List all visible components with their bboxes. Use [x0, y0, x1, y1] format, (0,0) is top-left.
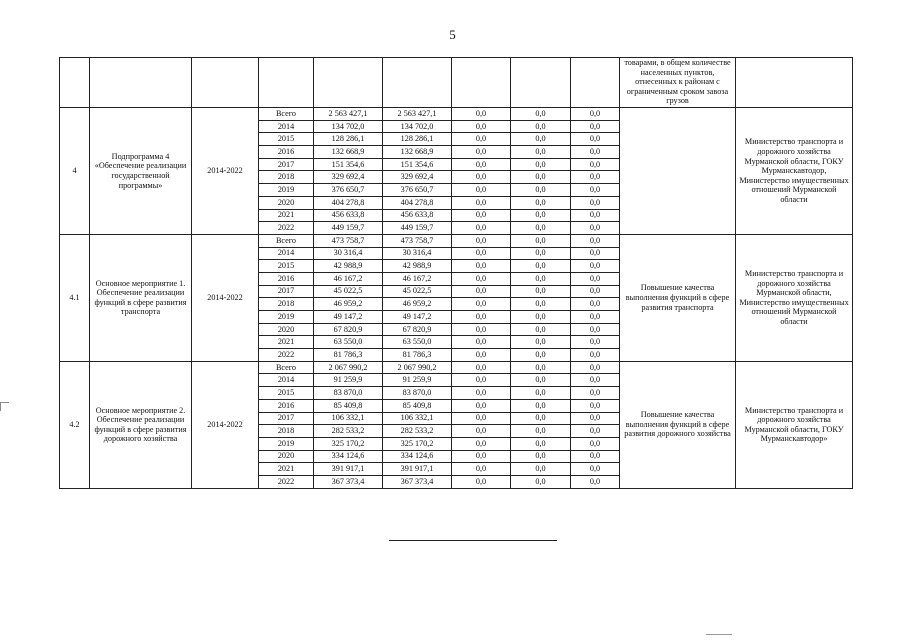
value-cell: 0,0 — [511, 437, 571, 450]
value-cell: 81 786,3 — [314, 349, 383, 362]
value-cell: 0,0 — [511, 171, 571, 184]
value-cell: 473 758,7 — [314, 234, 383, 247]
value-cell: 0,0 — [511, 260, 571, 273]
value-cell: 0,0 — [511, 336, 571, 349]
value-cell: 46 167,2 — [383, 272, 452, 285]
value-cell: 91 259,9 — [383, 374, 452, 387]
value-cell: 132 668,9 — [383, 146, 452, 159]
value-cell: 0,0 — [571, 222, 620, 235]
year-cell: 2016 — [259, 272, 314, 285]
year-cell: 2021 — [259, 336, 314, 349]
year-cell: 2019 — [259, 437, 314, 450]
value-cell: 128 286,1 — [383, 133, 452, 146]
value-cell: 0,0 — [452, 247, 511, 260]
value-cell: 334 124,6 — [383, 450, 452, 463]
value-cell: 367 373,4 — [314, 475, 383, 488]
value-cell: 91 259,9 — [314, 374, 383, 387]
value-cell: 0,0 — [571, 475, 620, 488]
value-cell: 2 563 427,1 — [314, 108, 383, 121]
value-cell: 151 354,6 — [383, 158, 452, 171]
value-cell: 134 702,0 — [314, 120, 383, 133]
value-cell: 0,0 — [511, 323, 571, 336]
value-cell: 0,0 — [452, 272, 511, 285]
value-cell: 85 409,8 — [383, 399, 452, 412]
value-cell: 376 650,7 — [383, 184, 452, 197]
value-cell: 0,0 — [452, 108, 511, 121]
value-cell: 83 870,0 — [383, 387, 452, 400]
cont-cell — [511, 58, 571, 108]
cont-cell — [192, 58, 259, 108]
value-cell: 391 917,1 — [314, 463, 383, 476]
value-cell: 0,0 — [511, 374, 571, 387]
year-cell: Всего — [259, 234, 314, 247]
value-cell: 0,0 — [452, 349, 511, 362]
section-indicator: Повышение качества выполнения функций в сфере развития транспорта — [620, 234, 736, 361]
cont-cell — [314, 58, 383, 108]
year-cell: 2022 — [259, 475, 314, 488]
value-cell: 0,0 — [452, 450, 511, 463]
section-indicator — [620, 108, 736, 235]
value-cell: 0,0 — [452, 361, 511, 374]
continuation-indicator-text: товарами, в общем количестве населенных пунктов, отнесенных к районам с ограниченным сроком завоза грузов — [620, 58, 736, 108]
value-cell: 456 633,8 — [383, 209, 452, 222]
value-cell: 85 409,8 — [314, 399, 383, 412]
table-row — [60, 234, 853, 247]
value-cell: 0,0 — [571, 146, 620, 159]
value-cell: 0,0 — [571, 349, 620, 362]
value-cell: 404 278,8 — [314, 196, 383, 209]
value-cell: 63 550,0 — [314, 336, 383, 349]
value-cell: 0,0 — [571, 108, 620, 121]
section-period: 2014-2022 — [192, 234, 259, 361]
value-cell: 449 159,7 — [383, 222, 452, 235]
table-body — [60, 58, 853, 489]
value-cell: 0,0 — [452, 209, 511, 222]
value-cell: 0,0 — [571, 437, 620, 450]
year-cell: 2020 — [259, 450, 314, 463]
value-cell: 325 170,2 — [383, 437, 452, 450]
value-cell: 0,0 — [571, 399, 620, 412]
value-cell: 0,0 — [571, 171, 620, 184]
section-name: Основное мероприятие 2. Обеспечение реализации функций в сфере развития дорожного хозяйства — [90, 361, 192, 488]
value-cell: 0,0 — [571, 323, 620, 336]
value-cell: 0,0 — [452, 399, 511, 412]
year-cell: 2020 — [259, 196, 314, 209]
value-cell: 0,0 — [452, 171, 511, 184]
value-cell: 0,0 — [511, 450, 571, 463]
value-cell: 0,0 — [571, 311, 620, 324]
year-cell: 2017 — [259, 285, 314, 298]
value-cell: 0,0 — [571, 247, 620, 260]
year-cell: 2022 — [259, 222, 314, 235]
continuation-row — [60, 58, 853, 108]
footer-separator-line — [389, 540, 557, 541]
value-cell: 473 758,7 — [383, 234, 452, 247]
cont-cell — [452, 58, 511, 108]
cont-cell — [571, 58, 620, 108]
value-cell: 0,0 — [511, 298, 571, 311]
value-cell: 2 067 990,2 — [314, 361, 383, 374]
value-cell: 0,0 — [571, 272, 620, 285]
value-cell: 329 692,4 — [314, 171, 383, 184]
value-cell: 0,0 — [571, 196, 620, 209]
value-cell: 0,0 — [452, 120, 511, 133]
scan-artifact — [706, 634, 732, 635]
value-cell: 0,0 — [452, 475, 511, 488]
value-cell: 49 147,2 — [314, 311, 383, 324]
value-cell: 0,0 — [571, 184, 620, 197]
section-name: Подпрограмма 4 «Обеспечение реализации государственной программы» — [90, 108, 192, 235]
year-cell: 2018 — [259, 298, 314, 311]
value-cell: 0,0 — [511, 399, 571, 412]
value-cell: 0,0 — [511, 222, 571, 235]
value-cell: 456 633,8 — [314, 209, 383, 222]
section-number: 4.2 — [60, 361, 90, 488]
value-cell: 151 354,6 — [314, 158, 383, 171]
section-executor: Министерство транспорта и дорожного хозяйства Мурманской области, ГОКУ Мурманскавтодор» — [736, 361, 853, 488]
value-cell: 83 870,0 — [314, 387, 383, 400]
value-cell: 0,0 — [511, 272, 571, 285]
value-cell: 49 147,2 — [383, 311, 452, 324]
value-cell: 45 022,5 — [383, 285, 452, 298]
value-cell: 329 692,4 — [383, 171, 452, 184]
value-cell: 0,0 — [511, 425, 571, 438]
value-cell: 0,0 — [511, 349, 571, 362]
value-cell: 391 917,1 — [383, 463, 452, 476]
value-cell: 30 316,4 — [314, 247, 383, 260]
year-cell: 2014 — [259, 247, 314, 260]
value-cell: 67 820,9 — [383, 323, 452, 336]
value-cell: 0,0 — [511, 311, 571, 324]
value-cell: 0,0 — [571, 158, 620, 171]
value-cell: 0,0 — [511, 196, 571, 209]
year-cell: 2019 — [259, 311, 314, 324]
value-cell: 0,0 — [511, 361, 571, 374]
value-cell: 0,0 — [571, 133, 620, 146]
value-cell: 0,0 — [511, 146, 571, 159]
value-cell: 0,0 — [452, 285, 511, 298]
value-cell: 0,0 — [571, 120, 620, 133]
value-cell: 0,0 — [452, 222, 511, 235]
value-cell: 0,0 — [452, 234, 511, 247]
table-row — [60, 108, 853, 121]
value-cell: 128 286,1 — [314, 133, 383, 146]
value-cell: 0,0 — [452, 463, 511, 476]
value-cell: 0,0 — [452, 196, 511, 209]
value-cell: 42 988,9 — [383, 260, 452, 273]
section-name: Основное мероприятие 1. Обеспечение реализации функций в сфере развития транспорта — [90, 234, 192, 361]
value-cell: 46 959,2 — [314, 298, 383, 311]
value-cell: 132 668,9 — [314, 146, 383, 159]
value-cell: 282 533,2 — [314, 425, 383, 438]
value-cell: 404 278,8 — [383, 196, 452, 209]
value-cell: 0,0 — [452, 158, 511, 171]
value-cell: 0,0 — [511, 108, 571, 121]
value-cell: 0,0 — [571, 336, 620, 349]
value-cell: 2 067 990,2 — [383, 361, 452, 374]
section-period: 2014-2022 — [192, 108, 259, 235]
value-cell: 325 170,2 — [314, 437, 383, 450]
value-cell: 282 533,2 — [383, 425, 452, 438]
value-cell: 0,0 — [452, 184, 511, 197]
year-cell: 2021 — [259, 209, 314, 222]
year-cell: 2015 — [259, 387, 314, 400]
value-cell: 0,0 — [511, 120, 571, 133]
value-cell: 2 563 427,1 — [383, 108, 452, 121]
value-cell: 0,0 — [452, 133, 511, 146]
value-cell: 67 820,9 — [314, 323, 383, 336]
value-cell: 0,0 — [452, 387, 511, 400]
value-cell: 0,0 — [571, 387, 620, 400]
value-cell: 0,0 — [511, 387, 571, 400]
value-cell: 0,0 — [511, 247, 571, 260]
value-cell: 106 332,1 — [383, 412, 452, 425]
value-cell: 45 022,5 — [314, 285, 383, 298]
section-number: 4.1 — [60, 234, 90, 361]
value-cell: 0,0 — [452, 323, 511, 336]
section-number: 4 — [60, 108, 90, 235]
value-cell: 0,0 — [571, 450, 620, 463]
value-cell: 81 786,3 — [383, 349, 452, 362]
page-number: 5 — [449, 27, 456, 42]
value-cell: 367 373,4 — [383, 475, 452, 488]
value-cell: 0,0 — [452, 146, 511, 159]
value-cell: 0,0 — [511, 234, 571, 247]
cont-cell — [90, 58, 192, 108]
year-cell: 2014 — [259, 120, 314, 133]
value-cell: 0,0 — [511, 285, 571, 298]
section-executor: Министерство транспорта и дорожного хозяйства Мурманской области, ГОКУ Мурманскавтодор, Министерство имущественных отношений Мурманской области — [736, 108, 853, 235]
value-cell: 63 550,0 — [383, 336, 452, 349]
value-cell: 0,0 — [571, 285, 620, 298]
value-cell: 449 159,7 — [314, 222, 383, 235]
year-cell: 2017 — [259, 412, 314, 425]
table-row — [60, 361, 853, 374]
value-cell: 30 316,4 — [383, 247, 452, 260]
value-cell: 0,0 — [571, 209, 620, 222]
value-cell: 134 702,0 — [383, 120, 452, 133]
value-cell: 106 332,1 — [314, 412, 383, 425]
year-cell: 2018 — [259, 171, 314, 184]
year-cell: 2019 — [259, 184, 314, 197]
value-cell: 376 650,7 — [314, 184, 383, 197]
budget-table — [59, 57, 853, 489]
year-cell: 2016 — [259, 399, 314, 412]
value-cell: 0,0 — [571, 412, 620, 425]
value-cell: 0,0 — [452, 260, 511, 273]
value-cell: 0,0 — [511, 412, 571, 425]
year-cell: Всего — [259, 361, 314, 374]
cont-cell — [736, 58, 853, 108]
value-cell: 0,0 — [511, 158, 571, 171]
value-cell: 0,0 — [452, 437, 511, 450]
value-cell: 0,0 — [571, 361, 620, 374]
section-executor: Министерство транспорта и дорожного хозяйства Мурманской области, Министерство имущественных отношений Мурманской области — [736, 234, 853, 361]
value-cell: 0,0 — [571, 234, 620, 247]
value-cell: 0,0 — [571, 298, 620, 311]
cont-cell — [60, 58, 90, 108]
section-indicator: Повышение качества выполнения функций в сфере развития дорожного хозяйства — [620, 361, 736, 488]
value-cell: 0,0 — [511, 463, 571, 476]
value-cell: 0,0 — [571, 374, 620, 387]
value-cell: 0,0 — [452, 336, 511, 349]
value-cell: 0,0 — [452, 311, 511, 324]
year-cell: 2015 — [259, 260, 314, 273]
value-cell: 0,0 — [511, 184, 571, 197]
year-cell: 2014 — [259, 374, 314, 387]
value-cell: 0,0 — [511, 475, 571, 488]
year-cell: 2017 — [259, 158, 314, 171]
value-cell: 0,0 — [452, 298, 511, 311]
year-cell: 2021 — [259, 463, 314, 476]
value-cell: 0,0 — [452, 374, 511, 387]
year-cell: 2020 — [259, 323, 314, 336]
year-cell: 2022 — [259, 349, 314, 362]
value-cell: 0,0 — [571, 260, 620, 273]
year-cell: 2015 — [259, 133, 314, 146]
value-cell: 46 167,2 — [314, 272, 383, 285]
value-cell: 0,0 — [571, 463, 620, 476]
cont-cell — [383, 58, 452, 108]
value-cell: 0,0 — [452, 425, 511, 438]
section-period: 2014-2022 — [192, 361, 259, 488]
cont-cell — [259, 58, 314, 108]
scan-artifact — [0, 402, 9, 411]
value-cell: 42 988,9 — [314, 260, 383, 273]
year-cell: 2016 — [259, 146, 314, 159]
value-cell: 46 959,2 — [383, 298, 452, 311]
year-cell: 2018 — [259, 425, 314, 438]
year-cell: Всего — [259, 108, 314, 121]
value-cell: 0,0 — [452, 412, 511, 425]
value-cell: 0,0 — [571, 425, 620, 438]
value-cell: 0,0 — [511, 133, 571, 146]
value-cell: 334 124,6 — [314, 450, 383, 463]
value-cell: 0,0 — [511, 209, 571, 222]
